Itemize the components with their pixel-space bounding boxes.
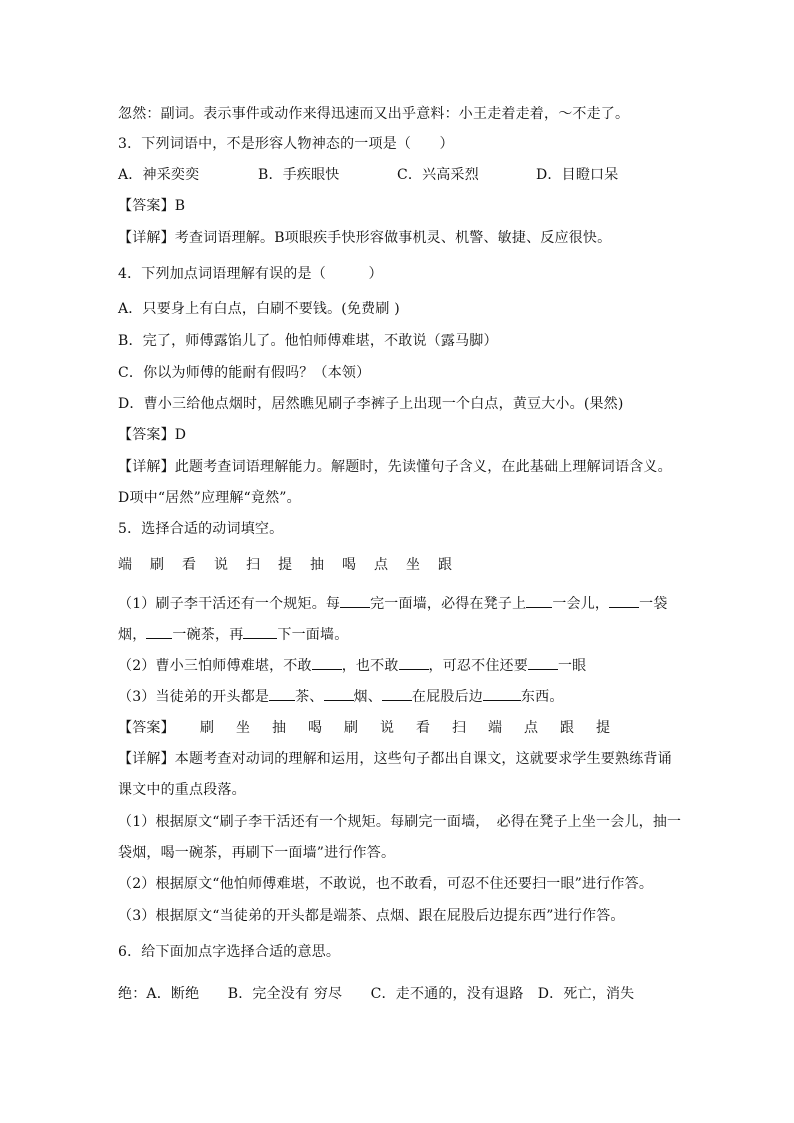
fill-blank[interactable] [399,655,429,670]
sentence-text: 烟， [118,627,147,643]
verb-word: 扫 [246,557,261,573]
verb-word: 喝 [342,557,357,573]
sentence-text: （1）刷子李干活还有一个规矩。每 [118,596,341,612]
answer-word: 刷 [344,720,359,736]
question-4-option-d: D．曹小三给他点烟时，居然瞧见刷子李裤子上出现一个白点，黄豆大小。(果然) [118,396,624,412]
sentence-text: 完一面墙，必得在凳子上 [370,596,527,612]
fill-blank[interactable] [243,624,277,639]
option-b: B．手疾眼快 [258,167,340,183]
detail-5-line-2: 课文中的重点段落。 [118,782,246,798]
fill-blank[interactable] [269,686,295,701]
sentence-3 [118,686,564,707]
option-d: D．目瞪口呆 [536,167,619,183]
fill-blank[interactable] [146,624,172,639]
detail-4-line-1: 【详解】此题考查词语理解能力。解题时，先读懂句子含义，在此基础上理解词语含义。 [118,459,672,475]
answer-word: 扫 [452,720,467,736]
option-a: A．神采奕奕 [118,167,200,183]
answer-label: 【答案】 [118,720,175,736]
sentence-1-continued [118,624,348,645]
answer-word: 提 [596,720,611,736]
verb-word: 跟 [438,557,453,573]
answer-word: 跟 [560,720,575,736]
verb-word: 端 [118,557,133,573]
sentence-2 [118,655,586,676]
question-3-options [118,165,618,185]
verb-word: 坐 [406,557,421,573]
sentence-text: 东西。 [520,689,564,705]
detail-5-line-5: （2）根据原文“他怕师傅难堪，不敢说，也不敢看，可忍不住还要扫一眼”进行作答。 [118,876,654,892]
sentence-text: 一碗茶，再 [172,627,244,643]
verb-word: 点 [374,557,389,573]
verb-word: 看 [182,557,197,573]
sentence-text: 烟、 [353,689,382,705]
question-6-options: 绝：A．断绝 B．完全没有 穷尽 C．走不通的，没有退路 D．死亡，消失 [118,986,635,1002]
detail-5-line-6: （3）根据原文“当徒弟的开头都是端茶、点烟、跟在屁股后边提东西”进行作答。 [118,908,625,924]
question-4-option-a: A．只要身上有白点，白刷不要钱。(免费刷 ) [118,301,400,317]
answer-word: 看 [416,720,431,736]
answer-word: 说 [380,720,395,736]
verb-word: 刷 [150,557,165,573]
question-4: 4．下列加点词语理解有误的是（ ） [118,266,383,282]
answer-word: 端 [488,720,503,736]
detail-5-line-4: 袋烟，喝一碗茶，再刷下一面墙”进行作答。 [118,845,396,861]
sentence-text: ，也不敢 [341,658,399,674]
verb-word: 抽 [310,557,325,573]
verb-word: 说 [214,557,229,573]
answer-word: 喝 [308,720,323,736]
sentence-text: 下一面墙。 [277,627,349,643]
answer-word: 点 [524,720,539,736]
question-6: 6．给下面加点字选择合适的意思。 [118,944,341,960]
definition-line: 忽然：副词。表示事件或动作来得迅速而又出乎意料：小王走着走着，～不走了。 [118,106,630,122]
answer-word: 坐 [236,720,251,736]
answer-3: 【答案】B [118,198,186,214]
fill-blank[interactable] [324,686,354,701]
option-c: C．兴高采烈 [397,167,479,183]
detail-4-line-2: D项中“居然”应理解“竟然”。 [118,490,301,506]
fill-blank[interactable] [312,655,342,670]
question-4-option-b: B．完了，师傅露馅儿了。他怕师傅难堪，不敢说（露马脚） [118,333,498,349]
detail-5-line-1: 【详解】本题考查对动词的理解和运用，这些句子都出自课文，这就要求学生要熟练背诵 [118,751,672,767]
verb-list [118,555,470,575]
sentence-text: 一眼 [557,658,587,674]
question-3: 3．下列词语中，不是形容人物神态的一项是（ ） [118,136,454,152]
fill-blank[interactable] [382,686,412,701]
sentence-text: 茶、 [295,689,324,705]
detail-5-line-3: （1）根据原文“刷子李干活还有一个规矩。每刷完一面墙， 必得在凳子上坐一会儿，抽一 [118,814,682,830]
verb-word: 提 [278,557,293,573]
question-5: 5．选择合适的动词填空。 [118,521,284,537]
answer-5 [118,718,632,738]
answer-4: 【答案】D [118,427,187,443]
answer-word: 抽 [272,720,287,736]
question-4-option-c: C．你以为师傅的能耐有假吗？（本领） [118,365,371,381]
sentence-text: ，可忍不住还要 [428,658,528,674]
sentence-text: （3）当徒弟的开头都是 [118,689,270,705]
sentence-text: 一袋 [639,596,668,612]
sentence-text: （2）曹小三怕师傅难堪，不敢 [118,658,312,674]
sentence-1 [118,593,668,614]
detail-3: 【详解】考查词语理解。B项眼疾手快形容做事机灵、机警、敏捷、反应很快。 [118,230,612,246]
fill-blank[interactable] [526,593,552,608]
answer-word: 刷 [200,720,215,736]
fill-blank[interactable] [609,593,639,608]
fill-blank[interactable] [528,655,558,670]
fill-blank[interactable] [483,686,521,701]
fill-blank[interactable] [340,593,370,608]
sentence-text: 一会儿， [552,596,610,612]
sentence-text: 在屁股后边 [411,689,483,705]
